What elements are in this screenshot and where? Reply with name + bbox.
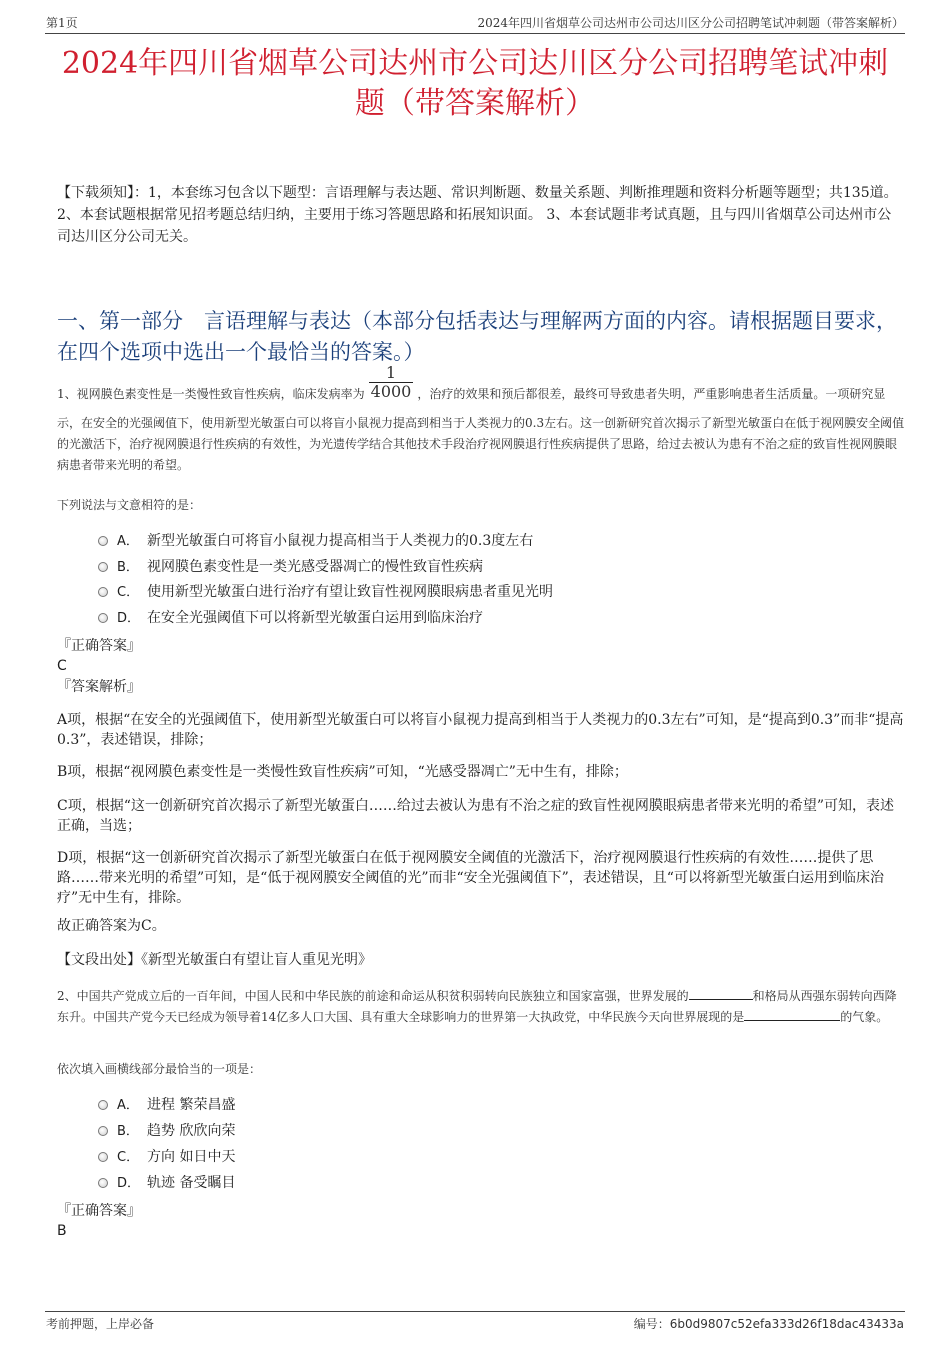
q2-answer: B — [57, 1223, 67, 1239]
header-divider — [45, 33, 905, 34]
q1-analysis-label: 『答案解析』 — [57, 679, 141, 695]
radio-icon[interactable] — [98, 587, 108, 597]
q1-analysis-a: A项，根据“在安全的光强阈值下，使用新型光敏蛋白可以将盲小鼠视力提高到相当于人类视力的0.3左右”可知，是“提高到0.3”而非“提高0.3”，表述错误，排除； — [57, 712, 904, 748]
q1-analysis-d: D项，根据“这一创新研究首次揭示了新型光敏蛋白在低于视网膜安全阈值的光激活下，治疗视网膜退行性疾病的有效性……提供了思路……带来光明的希望”可知，是“低于视网膜安全阈值的光”而非“安全光强阈值下”，表述错误，且“可以将新型光敏蛋白运用到临床治疗”无中生有，排除。 — [57, 850, 884, 906]
page-title — [45, 44, 905, 124]
running-header-title: 2024年四川省烟草公司达州市公司达川区分公司招聘笔试冲刺题（带答案解析） — [477, 16, 904, 30]
option-text: 视网膜色素变性是一类光感受器凋亡的慢性致盲性疾病 — [147, 559, 483, 575]
option-text: 在安全光强阈值下可以将新型光敏蛋白运用到临床治疗 — [147, 610, 483, 626]
fill-blank-2[interactable] — [744, 1008, 840, 1021]
q1-analysis-c: C项，根据“这一创新研究首次揭示了新型光敏蛋白……给过去被认为患有不治之症的致盲性视网膜眼病患者带来光明的希望”可知，表述正确，当选； — [57, 798, 895, 834]
q1-analysis-b: B项，根据“视网膜色素变性是一类慢性致盲性疾病”可知，“光感受器凋亡”无中生有，排除； — [57, 764, 628, 780]
footer-slogan: 考前押题，上岸必备 — [46, 1317, 155, 1331]
q1-text-before: 1、视网膜色素变性是一类慢性致盲性疾病，临床发病率为 — [57, 387, 365, 401]
option-letter: B． — [117, 1124, 139, 1139]
q2-text-3: 的气象。 — [840, 1010, 889, 1024]
q1-text-after: ，治疗的效果和预后都很差，最终可导致患者失明，严重影响患者生活质量。一项研究显示，在安全的光强阈值下，使用新型光敏蛋白可以将盲小鼠视力提高到相当于人类视力的0.3左右。这一创新研究首次揭示了新型光敏蛋白在低于视网膜安全阈值的光激活下，治疗视网膜退行性疾病的有效性，为光遗传学结合其他技术手段治疗视网膜退行性疾病提供了思路，给过去被认为患有不治之症的致盲性视网膜眼病患者带来光明的希望。 — [57, 387, 905, 472]
option-text: 轨迹 备受瞩目 — [147, 1175, 236, 1191]
footer-code-value: 6b0d9807c52efa333d26f18dac43433a — [669, 1317, 904, 1331]
option-text: 方向 如日中天 — [147, 1149, 236, 1165]
option-letter: B． — [117, 560, 139, 575]
fraction-numerator: 1 — [385, 363, 397, 382]
q1-source: 【文段出处】《新型光敏蛋白有望让盲人重见光明》 — [57, 952, 372, 968]
option-text: 使用新型光敏蛋白进行治疗有望让致盲性视网膜眼病患者重见光明 — [147, 584, 553, 600]
radio-icon[interactable] — [98, 1126, 108, 1136]
question-1-prompt: 下列说法与文意相符的是： — [57, 498, 202, 512]
q1-answer-label: 『正确答案』 — [57, 638, 141, 654]
radio-icon[interactable] — [98, 1178, 108, 1188]
incidence-fraction — [369, 364, 414, 401]
q2-text-2: 和格局从西强东弱转向西降东升。中国共产党今天已经成为领导着14亿多人口大国、具有重大全球影响力的世界第一大执政党，中华民族今天向世界展现的是 — [57, 989, 897, 1024]
radio-icon[interactable] — [98, 1152, 108, 1162]
q2-option-d[interactable] — [98, 1173, 235, 1194]
page-title-line1: 2024年四川省烟草公司达州市公司达川区分公司招聘笔试冲刺 — [61, 46, 889, 81]
question-2-prompt: 依次填入画横线部分最恰当的一项是： — [57, 1062, 262, 1076]
q2-option-a[interactable] — [98, 1095, 235, 1116]
section-heading: 一、第一部分 言语理解与表达（本部分包括表达与理解两方面的内容。请根据题目要求，在四个选项中选出一个最恰当的答案。） — [57, 309, 897, 364]
option-text: 趋势 欣欣向荣 — [147, 1123, 236, 1139]
fraction-denominator: 4000 — [370, 382, 412, 401]
option-letter: D． — [117, 1176, 141, 1191]
question-2-stem — [57, 986, 905, 1028]
option-letter: C． — [117, 585, 140, 600]
radio-icon[interactable] — [98, 613, 108, 623]
q2-text-1: 2、中国共产党成立后的一百年间，中国人民和中华民族的前途和命运从积贫积弱转向民族独立和国家富强，世界发展的 — [57, 989, 689, 1003]
radio-icon[interactable] — [98, 1100, 108, 1110]
fill-blank-1[interactable] — [689, 987, 753, 1000]
download-notice: 【下载须知】：1，本套练习包含以下题型：言语理解与表达题、常识判断题、数量关系题、判断推理题和资料分析题等题型；共135道。 2、本套试题根据常见招考题总结归纳，主要用于练习答题思路和拓展知识面。 3、本套试题非考试真题，且与四川省烟草公司达州市公司达川区分公司无关。 — [57, 185, 898, 245]
q1-option-c[interactable] — [98, 582, 553, 603]
option-text: 进程 繁荣昌盛 — [147, 1097, 236, 1113]
q2-answer-label: 『正确答案』 — [57, 1203, 141, 1219]
q1-option-b[interactable] — [98, 557, 483, 578]
footer-divider — [45, 1311, 905, 1312]
question-1-stem — [57, 363, 905, 476]
page-title-line2: 题（带答案解析） — [355, 86, 595, 121]
option-letter: A． — [117, 1098, 139, 1113]
q2-option-b[interactable] — [98, 1121, 235, 1142]
footer-code — [634, 1315, 904, 1332]
q2-option-c[interactable] — [98, 1147, 235, 1168]
q1-conclusion: 故正确答案为C。 — [57, 918, 166, 934]
q1-option-d[interactable] — [98, 608, 483, 629]
q1-option-a[interactable] — [98, 531, 533, 552]
radio-icon[interactable] — [98, 536, 108, 546]
page-number: 第1页 — [46, 16, 78, 30]
option-letter: D． — [117, 611, 141, 626]
radio-icon[interactable] — [98, 562, 108, 572]
footer-code-label: 编号： — [633, 1317, 670, 1331]
option-letter: C． — [117, 1150, 140, 1165]
option-text: 新型光敏蛋白可将盲小鼠视力提高相当于人类视力的0.3度左右 — [147, 533, 534, 549]
option-letter: A． — [117, 534, 139, 549]
q1-answer: C — [57, 658, 67, 674]
